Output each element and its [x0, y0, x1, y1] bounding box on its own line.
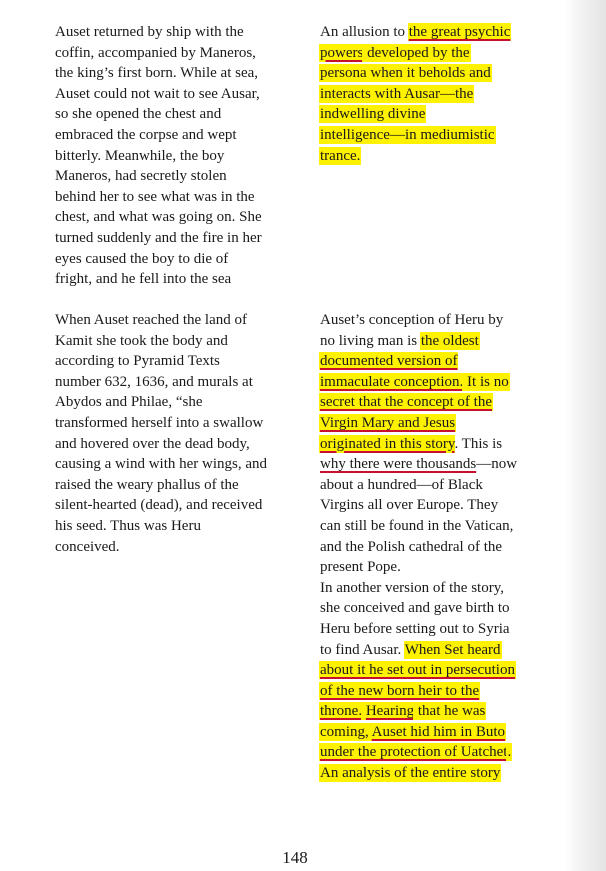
text-line — [55, 22, 305, 43]
text-line — [320, 660, 555, 681]
left-paragraph-heru-conceived — [55, 310, 305, 557]
highlighted-underlined-text: the great psychic — [408, 24, 511, 40]
text-line — [320, 598, 555, 619]
text-segment: conceived. — [55, 538, 120, 555]
text-segment: no living man is — [320, 332, 421, 349]
underlined-text: why there were thousands — [320, 456, 477, 473]
text-line — [320, 681, 555, 702]
text-line — [320, 372, 555, 393]
text-line — [55, 351, 305, 372]
highlighted-underlined-text: about it he set out in persecution — [320, 662, 515, 679]
text-line — [55, 104, 305, 125]
highlighted-text: . — [507, 744, 512, 761]
text-line — [320, 331, 555, 352]
text-line — [320, 84, 555, 105]
highlighted-text: interacts with Ausar—the — [320, 85, 474, 102]
text-line — [55, 146, 305, 167]
text-segment: behind her to see what was in the — [55, 188, 255, 205]
highlighted-underlined-text: of the new born heir to the — [320, 682, 480, 699]
text-segment: present Pope. — [320, 559, 401, 576]
text-line — [55, 228, 305, 249]
text-line — [55, 413, 305, 434]
text-segment: In another version of the story, — [320, 579, 504, 596]
text-line — [320, 392, 555, 413]
highlighted-text: An analysis of the entire story — [320, 765, 501, 782]
text-line — [55, 495, 305, 516]
text-line — [55, 372, 305, 393]
highlighted-text: trance. — [320, 147, 361, 164]
text-segment: Heru before setting out to Syria — [320, 620, 510, 637]
text-segment: Auset’s conception of Heru by — [320, 312, 504, 328]
text-line — [320, 701, 555, 722]
text-line — [320, 43, 555, 64]
highlighted-underlined-text: Hearing — [365, 703, 415, 720]
text-segment: Auset could not wait to see Ausar, — [55, 85, 260, 102]
text-segment: An allusion to — [320, 24, 409, 40]
text-line — [55, 84, 305, 105]
highlighted-underlined-text: immaculate conception. — [320, 373, 464, 390]
text-segment: When Auset reached the land of — [55, 312, 248, 328]
text-line — [55, 207, 305, 228]
text-line — [55, 392, 305, 413]
text-line — [320, 516, 555, 537]
text-segment: transformed herself into a swallow — [55, 414, 264, 431]
highlighted-text: the oldest — [420, 332, 479, 349]
highlighted-text: developed by the — [363, 44, 470, 61]
text-segment: Abydos and Philae, “she — [55, 394, 203, 411]
text-line — [320, 640, 555, 661]
highlighted-text: indwelling divine — [320, 106, 426, 123]
highlighted-underlined-text: secret that the concept of the — [320, 394, 493, 411]
text-line — [320, 495, 555, 516]
highlighted-text: that he was — [414, 703, 486, 720]
text-line — [55, 187, 305, 208]
highlighted-underlined-text: Auset hid him in Buto — [371, 723, 506, 740]
text-segment: turned suddenly and the fire in her — [55, 229, 262, 246]
text-segment: embraced the corpse and wept — [55, 126, 237, 143]
left-paragraph-ship-voyage — [55, 22, 305, 290]
text-line — [320, 434, 555, 455]
highlighted-underlined-text: throne. — [320, 703, 363, 720]
text-line — [320, 125, 555, 146]
text-segment: raised the weary phallus of the — [55, 476, 239, 493]
text-segment: according to Pyramid Texts — [55, 353, 220, 370]
highlighted-underlined-text: powers — [320, 44, 364, 61]
text-segment: bitterly. Meanwhile, the boy — [55, 147, 225, 164]
text-segment: chest, and what was going on. She — [55, 209, 262, 226]
text-segment: about a hundred—of Black — [320, 476, 483, 493]
text-line — [55, 310, 305, 331]
text-line — [55, 166, 305, 187]
text-line — [320, 578, 555, 599]
text-line — [320, 763, 555, 784]
text-line — [320, 557, 555, 578]
text-segment: to find Ausar. — [320, 641, 405, 658]
highlighted-text: It is no — [463, 373, 509, 390]
text-line — [55, 475, 305, 496]
text-line — [55, 249, 305, 270]
text-segment: . This is — [454, 435, 503, 452]
text-segment: Kamit she took the body and — [55, 332, 228, 349]
text-segment: fright, and he fell into the sea — [55, 271, 232, 288]
text-line — [320, 537, 555, 558]
text-segment: so she opened the chest and — [55, 106, 222, 123]
text-line — [320, 722, 555, 743]
text-line — [55, 434, 305, 455]
text-line — [55, 269, 305, 290]
highlighted-underlined-text: Virgin Mary and Jesus — [320, 414, 456, 431]
text-segment: Virgins all over Europe. They — [320, 497, 499, 514]
highlighted-underlined-text: documented version of — [320, 353, 458, 370]
text-segment: silent-hearted (dead), and received — [55, 497, 263, 514]
text-segment: and the Polish cathedral of the — [320, 538, 503, 555]
text-segment: number 632, 1636, and murals at — [55, 373, 253, 390]
text-segment: causing a wind with her wings, and — [55, 456, 268, 473]
text-segment: she conceived and gave birth to — [320, 600, 510, 617]
text-line — [320, 146, 555, 167]
text-line — [55, 63, 305, 84]
text-line — [55, 516, 305, 537]
text-line — [55, 537, 305, 558]
text-line — [320, 351, 555, 372]
text-line — [55, 43, 305, 64]
text-segment: eyes caused the boy to die of — [55, 250, 229, 267]
text-segment: his seed. Thus was Heru — [55, 517, 201, 534]
right-note-psychic-powers — [320, 22, 555, 166]
text-segment: and hovered over the dead body, — [55, 435, 250, 452]
right-note-immaculate-conception — [320, 310, 555, 784]
text-segment: coffin, accompanied by Maneros, — [55, 44, 256, 61]
highlighted-text: coming, — [320, 723, 372, 740]
text-line — [320, 104, 555, 125]
highlighted-text: When Set heard — [404, 641, 501, 658]
text-line — [55, 454, 305, 475]
text-segment: Auset returned by ship with the — [55, 24, 244, 40]
text-segment: can still be found in the Vatican, — [320, 517, 514, 534]
text-line — [55, 331, 305, 352]
text-line — [320, 742, 555, 763]
highlighted-text: persona when it beholds and — [320, 65, 491, 82]
highlighted-underlined-text: originated in this story — [320, 435, 455, 452]
text-line — [320, 310, 555, 331]
text-segment: Maneros, had secretly stolen — [55, 168, 227, 185]
highlighted-text: intelligence—in mediumistic — [320, 126, 495, 143]
text-line — [320, 454, 555, 475]
text-line — [320, 413, 555, 434]
page-number: 148 — [282, 848, 308, 867]
text-line — [320, 63, 555, 84]
text-line — [320, 619, 555, 640]
text-segment: —now — [476, 456, 518, 473]
highlighted-underlined-text: under the protection of Uatchet — [320, 744, 508, 761]
text-line — [320, 475, 555, 496]
text-segment: the king’s first born. While at sea, — [55, 65, 259, 82]
text-line — [55, 125, 305, 146]
text-line — [320, 22, 555, 43]
